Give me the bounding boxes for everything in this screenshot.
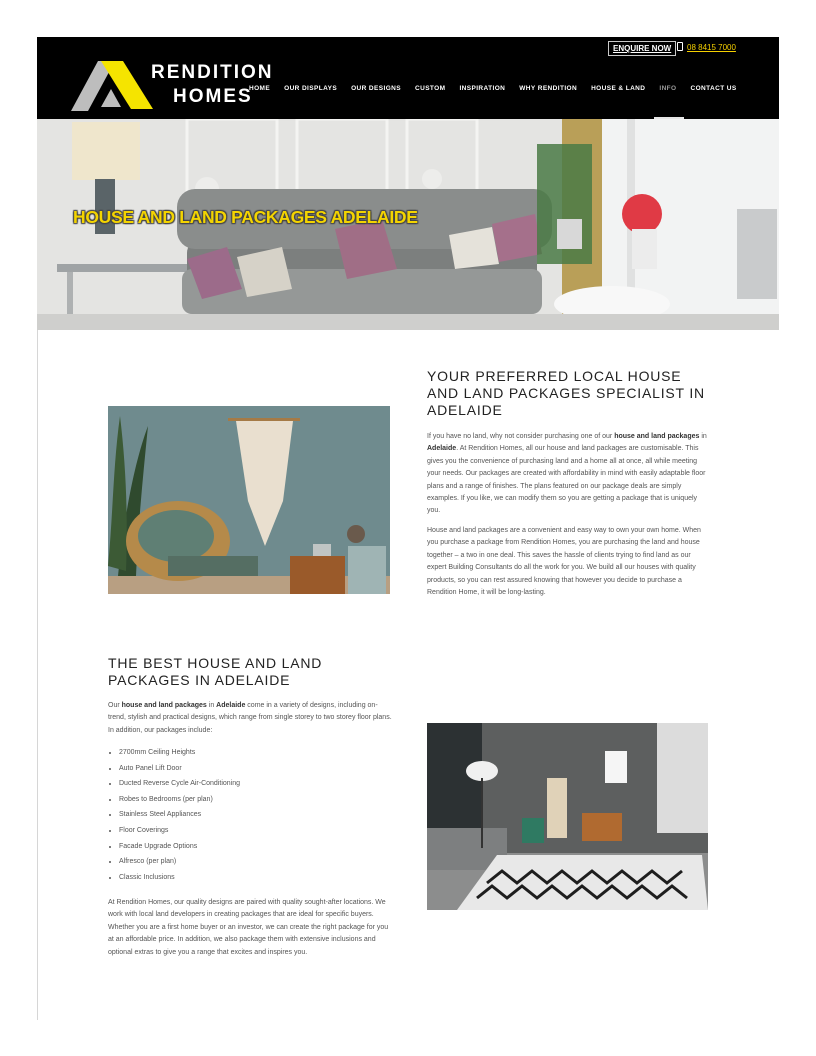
list-item: • Floor Coverings (119, 823, 240, 839)
macrame-room-image (108, 406, 390, 594)
hero-banner (37, 119, 779, 330)
nav-home[interactable]: HOME (249, 85, 271, 92)
page-left-border (37, 330, 38, 1020)
section2-paragraph-2: At Rendition Homes, our quality designs are paired with quality sought-after locations. We work with local land developers in creating packages that are ideal for specific buyers. Whether you are a first home buyer or an investor, we can create the right package for you at an affordable price. In addition, we also package them with extensive inclusions and optional extras to give you a range that excites and inspires you. (108, 899, 389, 956)
logo-line-1: RENDITION (151, 62, 274, 83)
list-item: • Alfresco (per plan) (119, 854, 240, 870)
mobile-phone-icon (677, 42, 683, 51)
nav-house-and-land[interactable]: HOUSE & LAND (591, 85, 646, 92)
nav-our-designs[interactable]: OUR DESIGNS (351, 85, 401, 92)
living-room-rug-photo (427, 723, 708, 910)
list-item: • Robes to Bedrooms (per plan) (119, 792, 240, 808)
nav-our-displays[interactable]: OUR DISPLAYS (284, 85, 338, 92)
package-inclusions-list (110, 745, 240, 885)
hero-title: HOUSE AND LAND PACKAGES ADELAIDE (73, 207, 418, 227)
nav-inspiration[interactable]: INSPIRATION (459, 85, 506, 92)
nav-custom[interactable]: CUSTOM (415, 85, 446, 92)
section1-paragraph-2: House and land packages are a convenient and easy way to own your own home. When you purchase a package from Rendition Homes, you are purchasing the land and house together – a two in one deal. This saves the hassle of clients trying to find land as our expert Building Consultants do all the work for you. We build all our houses with quality products, so you can rest assured knowing that however you decide to purchase a Rendition Home, it will be long-lasting. (427, 527, 701, 597)
list-item: • Facade Upgrade Options (119, 839, 240, 855)
list-item: • Stainless Steel Appliances (119, 807, 240, 823)
logo-line-2: HOMES (173, 86, 253, 107)
list-item: • Classic Inclusions (119, 870, 240, 886)
section1-heading: YOUR PREFERRED LOCAL HOUSE AND LAND PACKAGES SPECIALIST IN ADELAIDE (427, 368, 705, 418)
main-nav (249, 85, 751, 92)
list-item: • Ducted Reverse Cycle Air-Conditioning (119, 776, 240, 792)
logo-mark-icon (71, 57, 161, 115)
section2-heading: THE BEST HOUSE AND LAND PACKAGES IN ADELAIDE (108, 655, 323, 688)
list-item: • Auto Panel Lift Door (119, 761, 240, 777)
macrame-interior-photo (108, 406, 390, 594)
nav-info[interactable]: INFO (659, 85, 677, 92)
enquire-now-button[interactable]: ENQUIRE NOW (608, 41, 676, 56)
nav-why-rendition[interactable]: WHY RENDITION (519, 85, 578, 92)
lounge-rug-image (427, 723, 708, 910)
nav-contact-us[interactable]: CONTACT US (690, 85, 737, 92)
section1-paragraph-1: If you have no land, why not consider purchasing one of our house and land packages in Adelaide. At Rendition Homes, all our house and land packages are customisable. This gives you the convenience of purchasing land and a home all at once, all while meeting your needs. Our packages are created with affordability in mind with easily adaptable floor plans and a range of finishes. The plans featured on our package deals are simply examples. If you like, we can modify them so you are getting a package that is uniquely you. (427, 433, 707, 515)
phone-number: 08 8415 7000 (687, 43, 736, 52)
site-header (37, 37, 779, 119)
phone-link[interactable] (677, 42, 736, 52)
list-item: • 2700mm Ceiling Heights (119, 745, 240, 761)
section2-paragraph-1: Our house and land packages in Adelaide come in a variety of designs, including on-trend, stylish and practical designs, which range from single storey to two storey floor plans. In addition, our packages include: (108, 702, 392, 734)
